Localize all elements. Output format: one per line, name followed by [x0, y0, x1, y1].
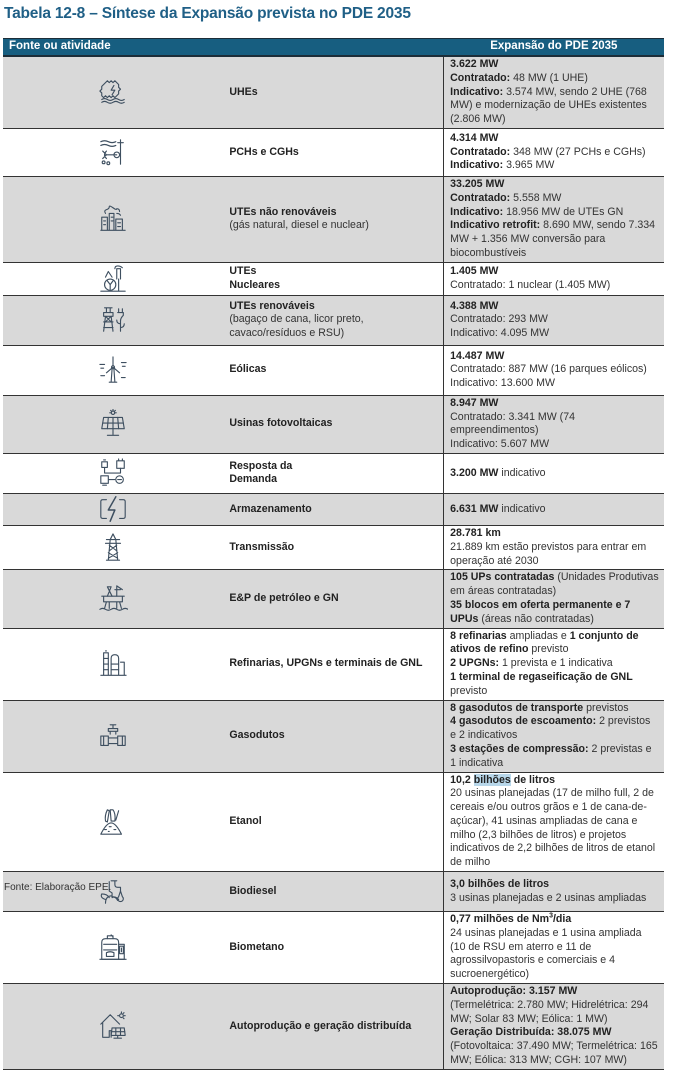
- detail-bold: 3.622 MW: [450, 58, 499, 70]
- detail-line: [450, 72, 659, 86]
- detail-text: 2 previstas e 1 indicativa: [450, 742, 652, 769]
- expansion-table: [3, 38, 664, 1070]
- label-text: UTEs não renováveis: [229, 205, 337, 218]
- row-label: [223, 176, 443, 262]
- detail-line: [450, 527, 659, 541]
- detail-bold: Contratado:: [450, 191, 511, 204]
- detail-text: previsto: [450, 684, 488, 697]
- detail-line: [450, 657, 659, 671]
- detail-line: [450, 599, 659, 627]
- detail-bold: Indicativo:: [450, 205, 504, 218]
- table-row: [3, 525, 664, 569]
- detail-bold: Geração Distribuída: 38.075 MW: [450, 1026, 612, 1039]
- table-row: [3, 912, 664, 984]
- row-icon-cell: [3, 525, 223, 569]
- sugarcane-icon: [98, 807, 128, 837]
- table-header-row: [3, 39, 664, 57]
- detail-text: indicativo: [498, 502, 546, 515]
- row-label: [223, 570, 443, 628]
- label-text-2: Nucleares: [229, 278, 280, 291]
- house-solar-icon: [98, 1011, 128, 1041]
- detail-text: Contratado: 1 nuclear (1.405 MW): [450, 278, 611, 291]
- detail-highlight: bilhões: [473, 773, 511, 786]
- label-text: Resposta da: [229, 459, 293, 472]
- detail-bold: 1.405 MW: [450, 264, 499, 277]
- detail-bold: 6.631 MW: [450, 502, 499, 515]
- row-icon-cell: [3, 295, 223, 345]
- detail-text: 348 MW (27 PCHs e CGHs): [510, 145, 646, 158]
- detail-line: [450, 377, 659, 391]
- label-text: Armazenamento: [229, 502, 312, 515]
- detail-text: indicativo: [498, 466, 546, 479]
- factory-smoke-icon: [98, 204, 128, 234]
- detail-line: [450, 86, 659, 127]
- detail-bold: 2 UPGNs:: [450, 657, 500, 670]
- label-text: Biodiesel: [229, 884, 277, 897]
- label-text: Eólicas: [229, 363, 267, 376]
- row-detail: [444, 628, 664, 700]
- detail-text: previstos: [583, 701, 629, 714]
- row-detail: [444, 128, 664, 176]
- row-label: [223, 984, 443, 1070]
- detail-line: [450, 541, 659, 569]
- table-row: [3, 984, 664, 1070]
- detail-text: Indicativo: 13.600 MW: [450, 377, 555, 390]
- row-label: [223, 453, 443, 493]
- detail-line: [450, 58, 659, 72]
- label-text: UTEs renováveis: [229, 299, 315, 312]
- detail-text: 1 prevista e 1 indicativa: [499, 657, 613, 670]
- detail-line: [450, 313, 659, 327]
- label-text: E&P de petróleo e GN: [229, 592, 339, 605]
- detail-text: 18.956 MW de UTEs GN: [503, 205, 624, 218]
- detail-line: [450, 913, 659, 927]
- row-icon-cell: [3, 912, 223, 984]
- detail-text: 2 previstos e 2 indicativos: [450, 715, 651, 742]
- row-label: [223, 525, 443, 569]
- row-detail: [444, 395, 664, 453]
- table-title: Tabela 12-8 – Síntese da Expansão prevista no PDE 2035: [4, 5, 411, 22]
- row-label: [223, 493, 443, 525]
- detail-bold: 4.314 MW: [450, 131, 499, 144]
- table-row: [3, 700, 664, 772]
- detail-text: 20 usinas planejadas (17 de milho full, 2 de cereais e/ou outros grãos e 1 de cana-de-açúcar), 41 usinas ampliadas de cana e milho (2,3 bilhões de litros) e projetos indicativos de 2,2 bilhões de litros de etanol de milho: [450, 787, 656, 869]
- detail-text: 48 MW (1 UHE): [510, 71, 588, 84]
- label-text: Biometano: [229, 940, 285, 953]
- biomethane-tank-icon: [98, 933, 128, 963]
- hydro-dam-icon: [98, 77, 128, 107]
- table-row: [3, 56, 664, 128]
- detail-bold: 33.205 MW: [450, 177, 505, 190]
- row-detail: [444, 984, 664, 1070]
- detail-bold: Indicativo retrofit:: [450, 219, 541, 232]
- label-subtitle: (gás natural, diesel e nuclear): [229, 219, 369, 232]
- row-icon-cell: [3, 56, 223, 128]
- table-row: [3, 628, 664, 700]
- detail-text: 5.558 MW: [510, 191, 562, 204]
- detail-bold: 105 UPs contratadas: [450, 571, 555, 584]
- row-icon-cell: [3, 772, 223, 872]
- row-icon-cell: [3, 570, 223, 628]
- row-label: [223, 700, 443, 772]
- detail-line: [450, 787, 659, 870]
- row-icon-cell: [3, 700, 223, 772]
- detail-line: [450, 363, 659, 377]
- detail-line: [450, 300, 659, 314]
- detail-text: 21.889 km estão previstos para entrar em operação até 2030: [450, 540, 647, 567]
- detail-line: [450, 715, 659, 743]
- detail-text: (Unidades Produtivas em áreas contratadas): [450, 571, 659, 598]
- detail-text: Indicativo: 5.607 MW: [450, 438, 550, 451]
- detail-bold: 3.200 MW: [450, 466, 499, 479]
- detail-text: ampliadas e: [506, 629, 570, 642]
- table-row: [3, 453, 664, 493]
- detail-bold: 8.947 MW: [450, 396, 499, 409]
- detail-bold: 1 conjunto de ativos de refino: [450, 629, 639, 656]
- row-label: [223, 772, 443, 872]
- label-text: Etanol: [229, 814, 262, 827]
- detail-text: 3.574 MW, sendo 2 UHE (768 MW) e modernização de UHEs existentes (2.806 MW): [450, 85, 647, 126]
- source-note: Fonte: Elaboração EPE.: [4, 882, 112, 893]
- detail-line: [450, 467, 659, 481]
- detail-line: [450, 999, 659, 1027]
- row-icon-cell: [3, 628, 223, 700]
- oil-platform-icon: [98, 584, 128, 614]
- row-label: [223, 872, 443, 912]
- row-detail: [444, 295, 664, 345]
- detail-line: [450, 1040, 659, 1068]
- detail-line: [450, 571, 659, 599]
- label-text-2: Demanda: [229, 473, 278, 486]
- detail-bold: Indicativo:: [450, 159, 504, 172]
- row-detail: [444, 912, 664, 984]
- row-icon-cell: [3, 395, 223, 453]
- battery-storage-icon: [98, 494, 128, 524]
- detail-text: 24 usinas planejadas e 1 usina ampliada (10 de RSU em aterro e 11 de agrossilvopastoris e comerciais e 4 sucroenergético): [450, 926, 642, 981]
- detail-text: 8.690 MW, sendo 7.334 MW + 1.356 MW conversão para biocombustíveis: [450, 219, 656, 259]
- detail-line: [450, 892, 659, 906]
- detail-bold: Contratado:: [450, 71, 511, 84]
- table-row: [3, 128, 664, 176]
- detail-line: [450, 279, 659, 293]
- detail-text: (áreas não contratadas): [478, 612, 594, 625]
- detail-line: [450, 219, 659, 260]
- detail-line: [450, 927, 659, 982]
- demand-response-icon: [98, 458, 128, 488]
- row-icon-cell: [3, 262, 223, 295]
- label-text: Autoprodução e geração distribuída: [229, 1019, 412, 1032]
- detail-line: [450, 146, 659, 160]
- table-row: [3, 345, 664, 395]
- label-text: Gasodutos: [229, 729, 285, 742]
- label-text: Refinarias, UPGNs e terminais de GNL: [229, 657, 423, 670]
- detail-bold: 8 refinarias: [450, 629, 507, 642]
- row-icon-cell: [3, 493, 223, 525]
- detail-line: [450, 985, 659, 999]
- detail-line: [450, 397, 659, 411]
- detail-text: Contratado: 293 MW: [450, 313, 548, 326]
- detail-text: Contratado: 887 MW (16 parques eólicos): [450, 363, 647, 376]
- label-text: UHEs: [229, 85, 258, 98]
- detail-line: [450, 265, 659, 279]
- table-row: [3, 772, 664, 872]
- transmission-tower-icon: [98, 533, 128, 563]
- detail-bold: 10,2: [450, 773, 474, 786]
- row-label: [223, 295, 443, 345]
- row-label: [223, 628, 443, 700]
- row-detail: [444, 872, 664, 912]
- detail-bold: 8 gasodutos de transporte: [450, 701, 584, 714]
- label-text: PCHs e CGHs: [229, 145, 299, 158]
- detail-text: Indicativo: 4.095 MW: [450, 327, 550, 340]
- row-detail: [444, 453, 664, 493]
- detail-bold: 0,77 milhões de Nm: [450, 913, 550, 926]
- row-detail: [444, 525, 664, 569]
- label-text: Transmissão: [229, 540, 295, 553]
- row-label: [223, 128, 443, 176]
- detail-superscript: 3: [549, 912, 553, 920]
- table-row: [3, 493, 664, 525]
- label-text: UTEs: [229, 264, 257, 277]
- detail-line: [450, 1026, 659, 1040]
- header-expansao: Expansão do PDE 2035: [444, 39, 664, 57]
- detail-bold: Indicativo:: [450, 85, 504, 98]
- detail-line: [450, 159, 659, 173]
- biomass-plant-icon: [98, 305, 128, 335]
- detail-bold: /dia: [552, 913, 572, 926]
- detail-bold: Autoprodução: 3.157 MW: [450, 985, 578, 998]
- refinery-icon: [98, 649, 128, 679]
- table-row: [3, 570, 664, 628]
- table-row: [3, 395, 664, 453]
- row-detail: [444, 700, 664, 772]
- detail-text: 3.965 MW: [503, 159, 555, 172]
- detail-text: 3 usinas planejadas e 2 usinas ampliadas: [450, 891, 647, 904]
- detail-bold: 14.487 MW: [450, 349, 505, 362]
- solar-panel-icon: [98, 409, 128, 439]
- detail-bold: 3 estações de compressão:: [450, 742, 589, 755]
- detail-line: [450, 438, 659, 452]
- table-row: [3, 176, 664, 262]
- detail-bold: 1 terminal de regaseificação de GNL: [450, 670, 633, 683]
- header-fonte: Fonte ou atividade: [3, 39, 444, 57]
- detail-line: [450, 192, 659, 206]
- row-detail: [444, 176, 664, 262]
- detail-line: [450, 743, 659, 771]
- row-label: [223, 56, 443, 128]
- row-detail: [444, 570, 664, 628]
- row-label: [223, 912, 443, 984]
- detail-line: [450, 671, 659, 699]
- detail-line: [450, 178, 659, 192]
- row-icon-cell: [3, 128, 223, 176]
- detail-text: (Termelétrica: 2.780 MW; Hidrelétrica: 294 MW; Solar 83 MW; Eólica: 1 MW): [450, 998, 649, 1025]
- detail-bold: Contratado:: [450, 145, 511, 158]
- detail-bold: 35 blocos em oferta permanente e 7 UPUs: [450, 598, 631, 625]
- row-detail: [444, 493, 664, 525]
- detail-bold: 4 gasodutos de escoamento:: [450, 715, 597, 728]
- detail-text: Contratado: 3.341 MW (74 empreendimentos): [450, 410, 575, 437]
- detail-text: previsto: [528, 643, 569, 656]
- detail-bold: de litros: [510, 773, 555, 786]
- row-detail: [444, 772, 664, 872]
- detail-line: [450, 774, 659, 788]
- label-subtitle: (bagaço de cana, licor preto, cavaco/resíduos e RSU): [229, 313, 364, 340]
- small-hydro-turbine-icon: [98, 137, 128, 167]
- row-icon-cell: [3, 345, 223, 395]
- detail-bold: 4.388 MW: [450, 299, 499, 312]
- detail-line: [450, 350, 659, 364]
- row-icon-cell: [3, 176, 223, 262]
- detail-line: [450, 327, 659, 341]
- row-label: [223, 395, 443, 453]
- pipeline-valve-icon: [98, 721, 128, 751]
- row-detail: [444, 345, 664, 395]
- row-label: [223, 345, 443, 395]
- detail-line: [450, 206, 659, 220]
- detail-bold: 3,0 bilhões de litros: [450, 877, 550, 890]
- label-text: Usinas fotovoltaicas: [229, 417, 333, 430]
- detail-line: [450, 132, 659, 146]
- detail-bold: 28.781 km: [450, 526, 501, 539]
- row-label: [223, 262, 443, 295]
- detail-line: [450, 878, 659, 892]
- detail-line: [450, 702, 659, 716]
- nuclear-plant-icon: [98, 264, 128, 294]
- detail-text: (Fotovoltaica: 37.490 MW; Termelétrica: 165 MW; Eólica: 313 MW; CGH: 107 MW): [450, 1040, 658, 1067]
- table-row: [3, 295, 664, 345]
- row-icon-cell: [3, 453, 223, 493]
- row-icon-cell: [3, 984, 223, 1070]
- row-detail: [444, 262, 664, 295]
- row-detail: [444, 56, 664, 128]
- table-row: [3, 262, 664, 295]
- detail-line: [450, 411, 659, 439]
- detail-line: [450, 503, 659, 517]
- detail-line: [450, 630, 659, 658]
- wind-turbine-icon: [98, 355, 128, 385]
